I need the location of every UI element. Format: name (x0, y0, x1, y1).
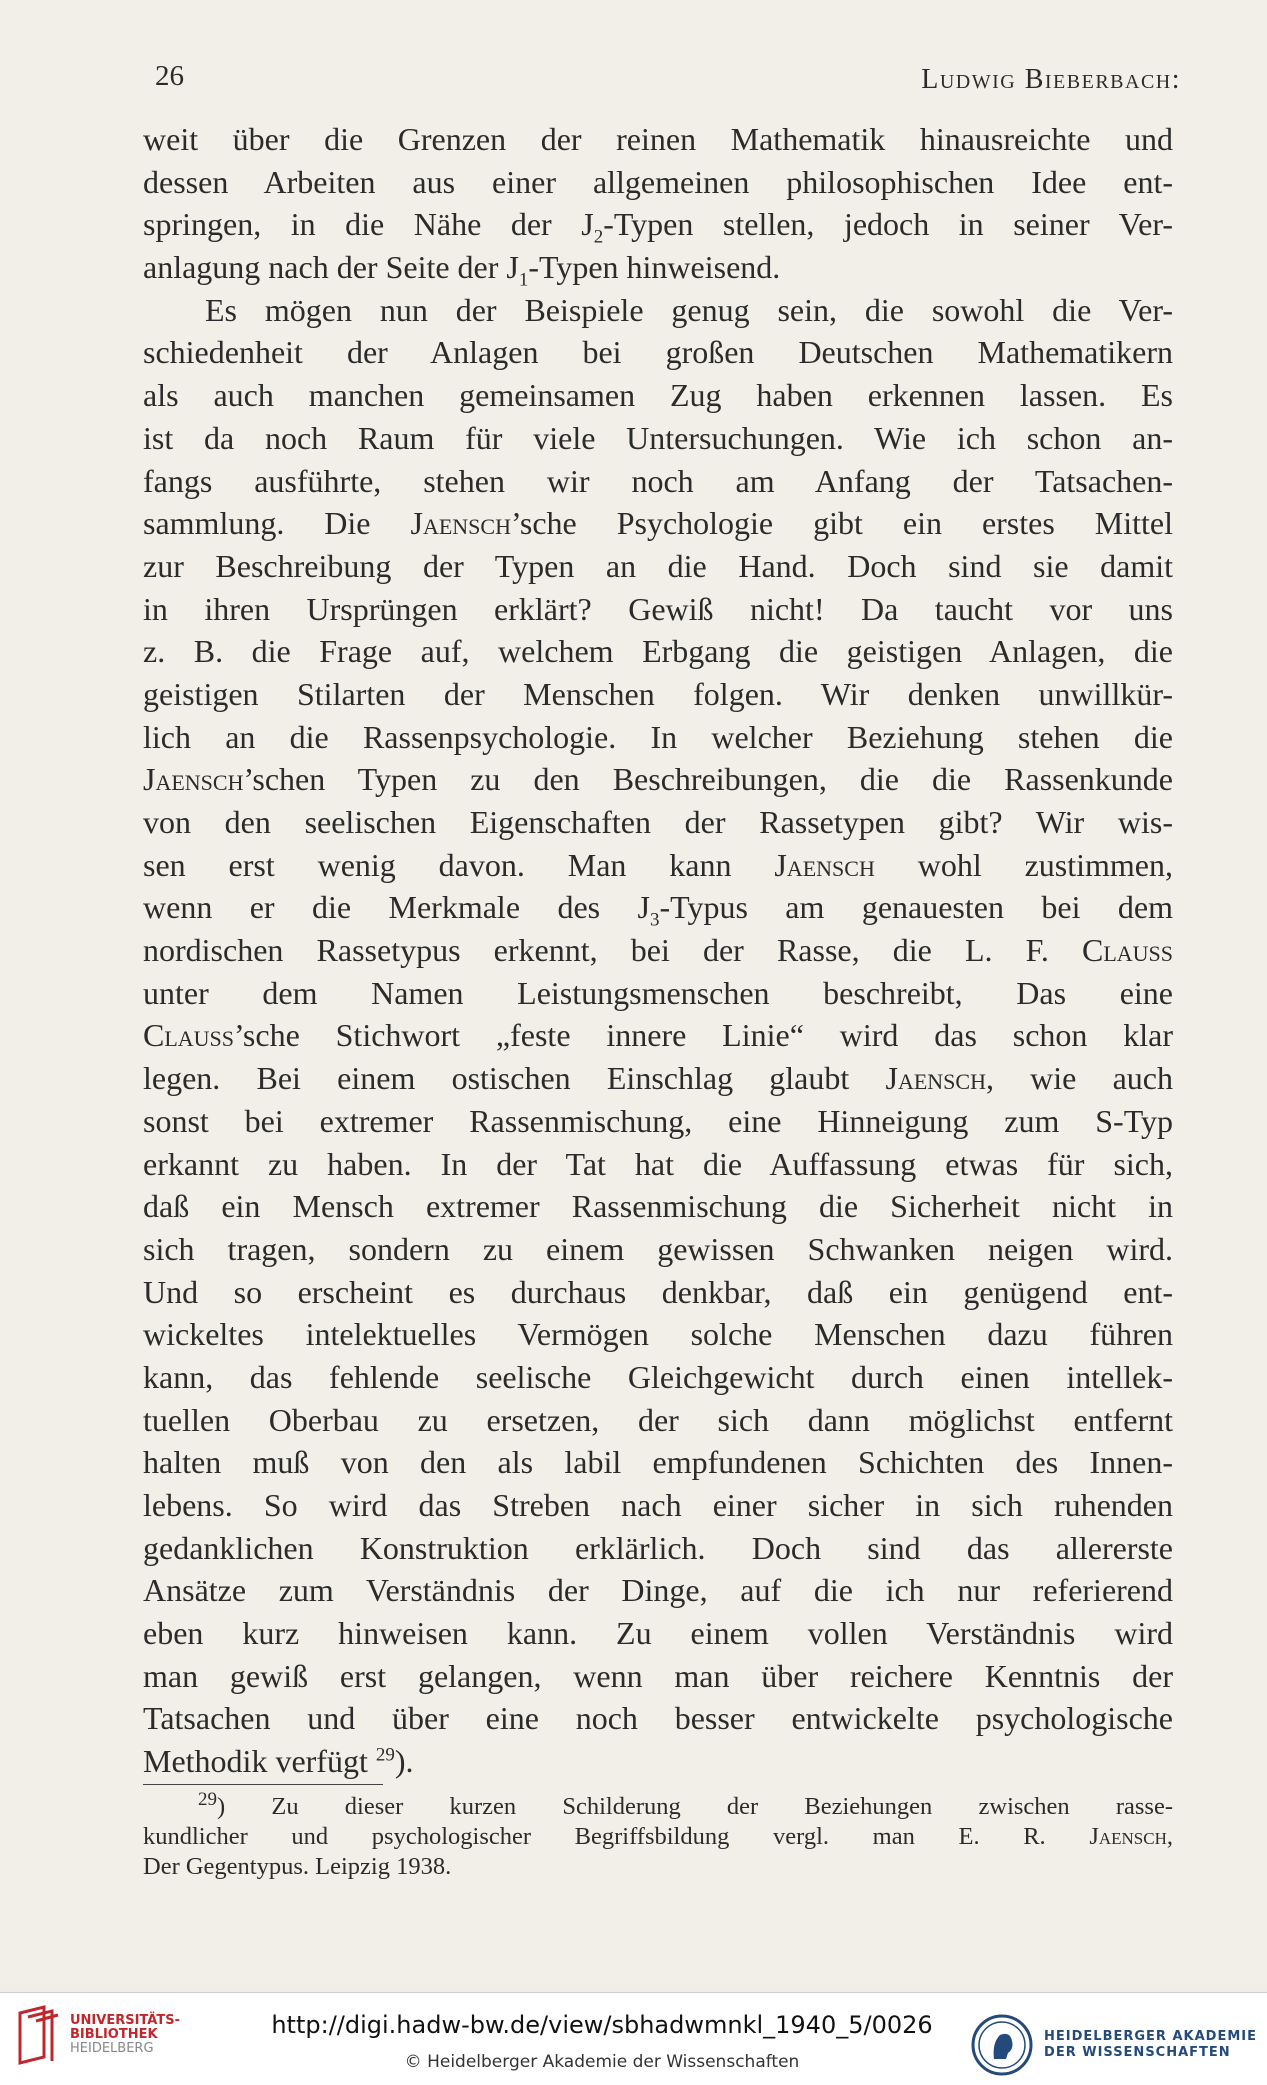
library-label-line1: UNIVERSITÄTS- (70, 2013, 180, 2028)
text-line: sich tragen, sondern zu einem gewissen Schwanken neigen wird. (143, 1230, 1173, 1267)
text-line: daß ein Mensch extremer Rassenmischung die Sicherheit nicht in (143, 1188, 1173, 1225)
text-line: Ansätze zum Verständnis der Dinge, auf die ich nur referierend (143, 1572, 1173, 1609)
footnote-rule (143, 1784, 383, 1785)
academy-seal-icon (970, 2013, 1034, 2077)
text-line: in ihren Ursprüngen erklärt? Gewiß nicht! Da taucht vor uns (143, 590, 1173, 627)
body-text (143, 118, 1173, 1783)
university-library-logo[interactable] (14, 2005, 180, 2065)
text-line: geistigen Stilarten der Menschen folgen. Wir denken unwillkür- (143, 675, 1173, 712)
text-line: Tatsachen und über eine noch besser entwickelte psychologische (143, 1700, 1173, 1737)
text-line: legen. Bei einem ostischen Einschlag glaubt Jaensch, wie auch (143, 1060, 1174, 1097)
text-line: z. B. die Frage auf, welchem Erbgang die geistigen Anlagen, die (143, 633, 1173, 670)
text-line: man gewiß erst gelangen, wenn man über reichere Kenntnis der (143, 1657, 1173, 1694)
text-line: unter dem Namen Leistungsmenschen beschreibt, Das eine (143, 974, 1173, 1011)
text-line: Jaensch’schen Typen zu den Beschreibungen, die die Rassenkunde (143, 761, 1173, 798)
footnote-line: $^{29}$) Zu dieser kurzen Schilderung der Beziehungen zwischen rasse- (198, 1788, 1173, 1820)
text-line: sammlung. Die Jaensch’sche Psychologie gibt ein erstes Mittel (143, 505, 1174, 542)
text-line: weit über die Grenzen der reinen Mathematik hinausreichte und (143, 121, 1173, 157)
text-line: wenn er die Merkmale des $J_3$-Typus am genauesten bei dem (143, 889, 1174, 931)
text-line: halten muß von den als labil empfundenen Schichten des Innen- (143, 1444, 1173, 1481)
text-line: anlagung nach der Seite der $J_1$-Typen hinweisend. (143, 249, 781, 291)
text-line: eben kurz hinweisen kann. Zu einem vollen Verständnis wird (143, 1615, 1173, 1652)
text-line: wickeltes intelektuelles Vermögen solche Menschen dazu führen (143, 1316, 1173, 1353)
text-line: kann, das fehlende seelische Gleichgewicht durch einen intellek- (143, 1358, 1173, 1395)
text-line: dessen Arbeiten aus einer allgemeinen philosophischen Idee ent- (143, 163, 1173, 200)
text-line: Methodik verfügt $^{29}$). (143, 1743, 414, 1780)
copyright-notice: © Heidelberger Akademie der Wissenschaften (404, 2052, 800, 2072)
text-line: schiedenheit der Anlagen bei großen Deutschen Mathematikern (143, 334, 1173, 371)
text-line: fangs ausführte, stehen wir noch am Anfang der Tatsachen- (143, 462, 1173, 499)
text-line: tuellen Oberbau zu ersetzen, der sich dann möglichst entfernt (143, 1401, 1173, 1438)
permalink-url[interactable]: http://digi.hadw-bw.de/view/sbhadwmnkl_1940_5/0026 (271, 2011, 933, 2039)
running-head: Ludwig Bieberbach: (921, 64, 1181, 95)
text-line: springen, in die Nähe der $J_2$-Typen stellen, jedoch in seiner Ver- (143, 206, 1174, 248)
text-line: lebens. So wird das Streben nach einer sicher in sich ruhenden (143, 1487, 1173, 1523)
text-line: als auch manchen gemeinsamen Zug haben erkennen lassen. Es (143, 377, 1173, 414)
text-line: sonst bei extremer Rassenmischung, eine Hinneigung zum S-Typ (143, 1102, 1173, 1139)
text-line: nordischen Rassetypus erkennt, bei der Rasse, die L. F. Clauss (143, 932, 1173, 969)
text-line: zur Beschreibung der Typen an die Hand. Doch sind sie damit (143, 547, 1173, 584)
footnote-line: Der Gegentypus. Leipzig 1938. (143, 1853, 452, 1880)
text-line: erkannt zu haben. In der Tat hat die Auffassung etwas für sich, (143, 1145, 1173, 1182)
academy-label-line1: HEIDELBERGER AKADEMIE (1044, 2029, 1257, 2044)
viewer-footer (0, 1992, 1267, 2085)
academy-label-line2: DER WISSENSCHAFTEN (1044, 2045, 1231, 2060)
text-line: Und so erscheint es durchaus denkbar, daß ein genügend ent- (143, 1273, 1173, 1310)
academy-label (1044, 2029, 1257, 2061)
library-emblem-icon (14, 2005, 62, 2065)
text-line: lich an die Rassenpsychologie. In welcher Beziehung stehen die (143, 718, 1173, 755)
academy-logo[interactable] (970, 2013, 1257, 2077)
text-line: von den seelischen Eigenschaften der Rassetypen gibt? Wir wis- (143, 804, 1173, 840)
text-line: sen erst wenig davon. Man kann Jaensch wohl zustimmen, (143, 846, 1174, 883)
footnote (143, 1788, 1173, 1882)
page-number: 26 (155, 60, 184, 92)
text-line: Clauss’sche Stichwort „feste innere Linie“ wird das schon klar (143, 1017, 1173, 1054)
library-label-line2: BIBLIOTHEK (70, 2027, 158, 2042)
text-line: gedanklichen Konstruktion erklärlich. Doch sind das allererste (143, 1529, 1173, 1566)
library-label (70, 2014, 180, 2056)
text-line: ist da noch Raum für viele Untersuchungen. Wie ich schon an- (143, 419, 1173, 456)
text-line: Es mögen nun der Beispiele genug sein, die sowohl die Ver- (205, 291, 1173, 328)
footnote-line: kundlicher und psychologischer Begriffsbildung vergl. man E. R. Jaensch, (143, 1823, 1173, 1850)
library-label-line3: HEIDELBERG (70, 2041, 154, 2056)
